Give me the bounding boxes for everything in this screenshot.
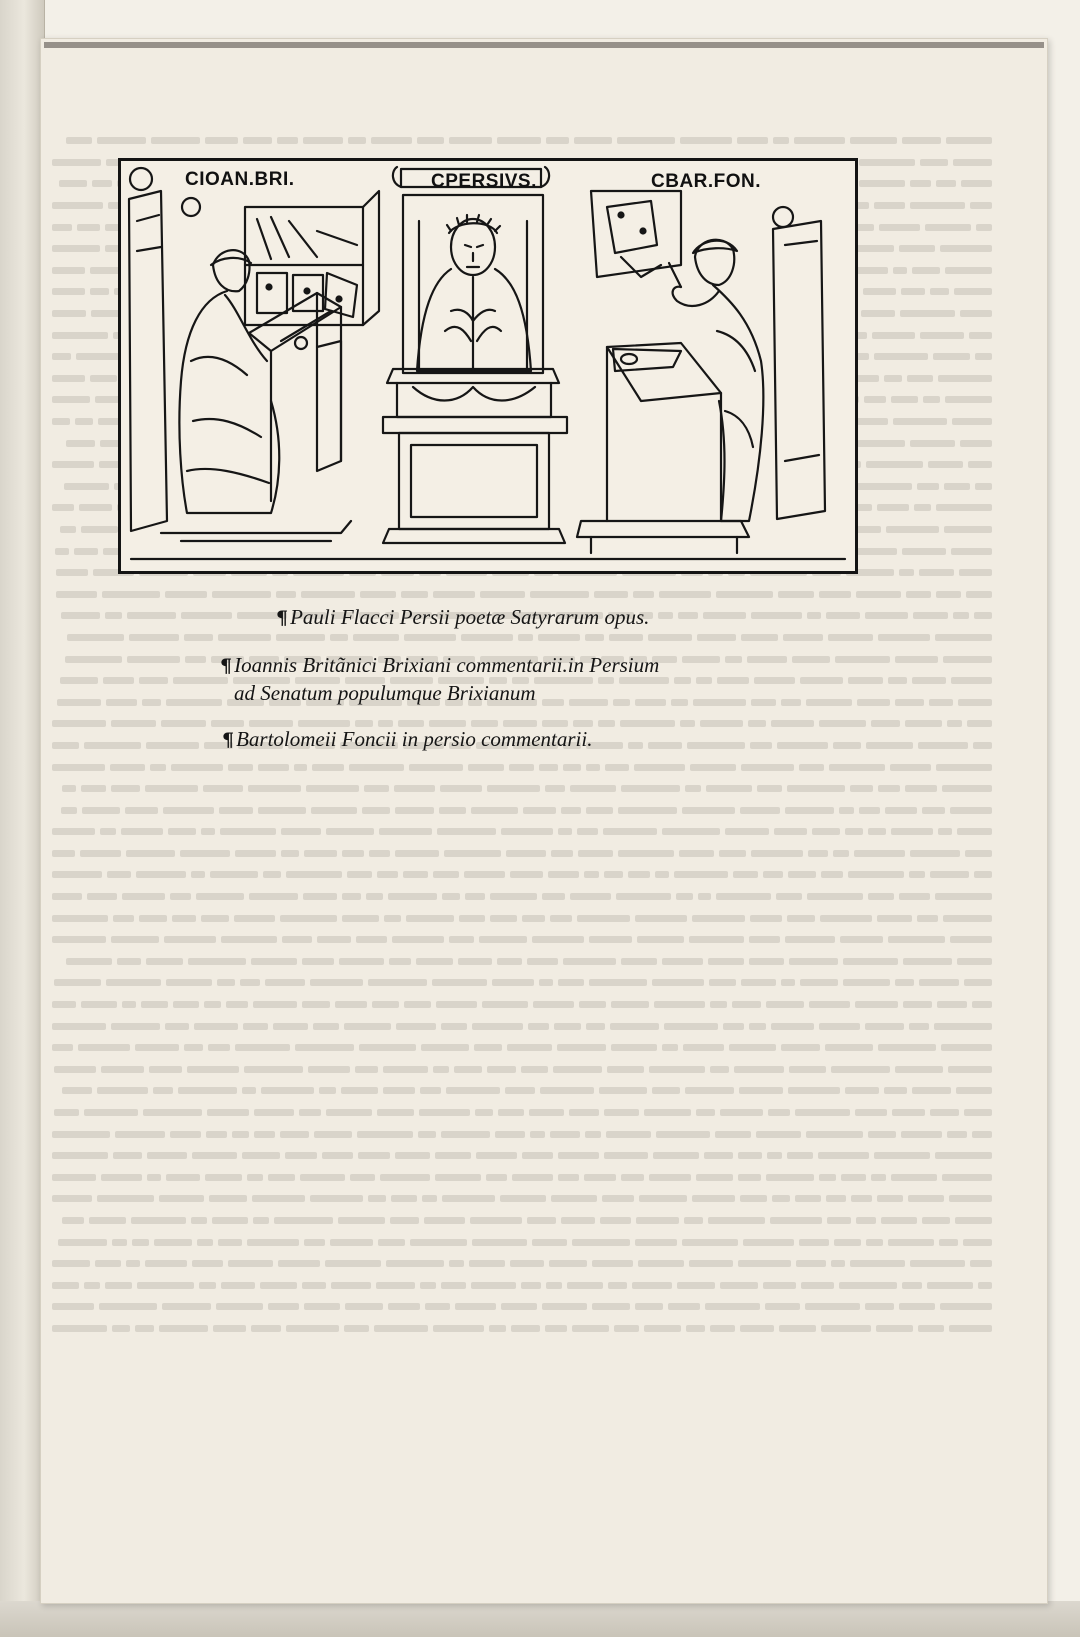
pilcrow-mark: ¶: [220, 655, 233, 677]
title-foncius-text: Bartolomeii Foncii in persio commentarii.: [236, 727, 593, 751]
label-ioan-bri: CIOAN.BRI.: [185, 169, 295, 190]
title-britannicus-text: Ioannis Britãnici Brixiani commentarii.in Persium: [234, 653, 660, 677]
title-line-senatum: ad Senatum populumque Brixianum: [234, 681, 536, 705]
label-bar-fon: CBAR.FON.: [651, 171, 762, 192]
table-surface: [0, 1601, 1080, 1637]
woodcut-drawing: [121, 161, 855, 571]
title-line-britannicus: [220, 652, 659, 680]
pilcrow-mark: ¶: [276, 607, 289, 629]
label-persius: CPERSIVS.: [431, 171, 537, 192]
woodcut-illustration: [118, 158, 858, 574]
title-persius-text: Pauli Flacci Persii poetæ Satyrarum opus.: [290, 605, 650, 629]
title-line-persius: [276, 604, 649, 632]
title-line-foncius: [222, 726, 592, 754]
book-binding-edge: [0, 0, 45, 1637]
page-top-shadow: [44, 42, 1044, 48]
pilcrow-mark: ¶: [222, 729, 235, 751]
